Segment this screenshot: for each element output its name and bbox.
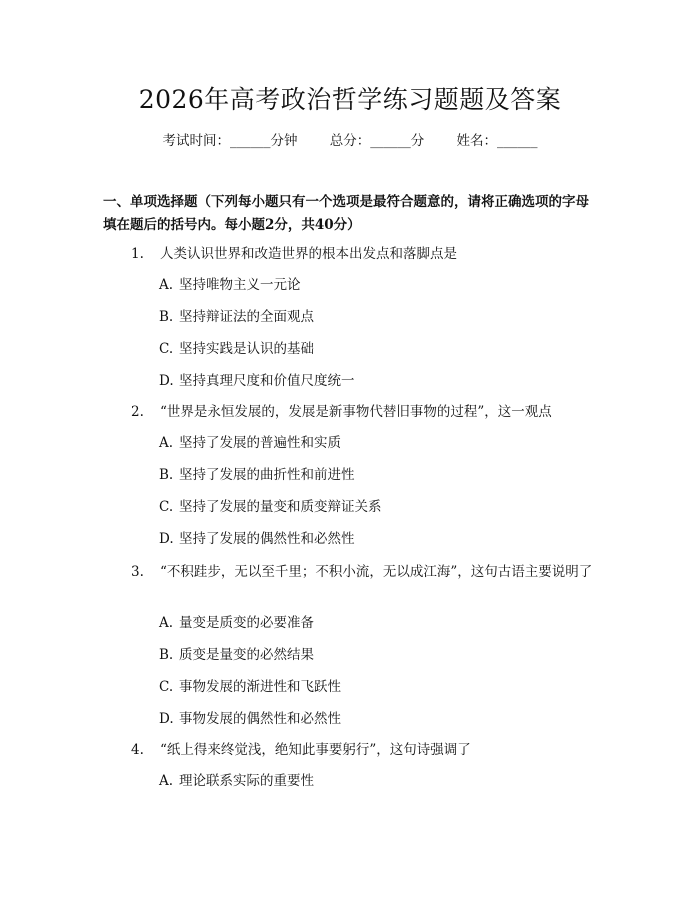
question-4-option-a — [159, 771, 314, 791]
question-2-option-b — [159, 465, 355, 485]
option-letter: B. — [159, 647, 174, 663]
option-letter: B. — [159, 309, 174, 325]
question-1-option-c — [159, 339, 314, 359]
question-number: 4. — [131, 742, 144, 758]
question-1-option-a — [159, 275, 301, 295]
question-3-option-a — [159, 613, 314, 633]
question-number: 3. — [131, 564, 144, 580]
option-text: 坚持辩证法的全面观点 — [179, 309, 314, 325]
question-2-option-c — [159, 497, 382, 517]
option-text: 坚持了发展的普遍性和实质 — [179, 435, 341, 451]
question-text: “不积跬步，无以至千里；不积小流，无以成江海”，这句古语主要说明了 — [160, 564, 593, 580]
section-heading: 一、单项选择题（下列每小题只有一个选项是最符合题意的，请将正确选项的字母填在题后的括号内。每小题2分，共40分） — [103, 194, 589, 233]
option-text: 事物发展的偶然性和必然性 — [179, 711, 341, 727]
option-letter: C. — [159, 679, 174, 695]
option-letter: C. — [159, 341, 174, 357]
option-text: 事物发展的渐进性和飞跃性 — [179, 679, 341, 695]
question-3 — [103, 560, 598, 584]
option-text: 坚持唯物主义一元论 — [179, 277, 301, 293]
page-title: 2026年高考政治哲学练习题题及答案 — [138, 85, 562, 114]
question-number: 2. — [131, 404, 144, 420]
question-2-option-a — [159, 433, 341, 453]
option-text: 量变是质变的必要准备 — [179, 615, 314, 631]
question-number: 1. — [131, 246, 144, 262]
option-letter: B. — [159, 467, 174, 483]
question-text: “世界是永恒发展的，发展是新事物代替旧事物的过程”，这一观点 — [160, 404, 552, 420]
option-letter: A. — [159, 435, 174, 451]
question-1-option-d — [159, 371, 355, 391]
option-letter: D. — [159, 373, 174, 389]
question-2 — [103, 400, 598, 424]
option-letter: A. — [159, 277, 174, 293]
option-letter: A. — [159, 773, 174, 789]
option-text: 质变是量变的必然结果 — [179, 647, 314, 663]
question-2-option-d — [159, 529, 355, 549]
exam-meta-line — [0, 131, 700, 151]
option-text: 坚持了发展的偶然性和必然性 — [179, 531, 355, 547]
total-score-field: 总分：______分 — [329, 133, 425, 149]
option-text: 坚持真理尺度和价值尺度统一 — [179, 373, 355, 389]
option-text: 理论联系实际的重要性 — [179, 773, 314, 789]
name-field: 姓名：______ — [456, 133, 538, 149]
question-text: 人类认识世界和改造世界的根本出发点和落脚点是 — [160, 246, 457, 262]
question-text: “纸上得来终觉浅，绝知此事要躬行”，这句诗强调了 — [160, 742, 471, 758]
option-letter: D. — [159, 531, 174, 547]
question-3-option-c — [159, 677, 341, 697]
option-text: 坚持实践是认识的基础 — [179, 341, 314, 357]
option-text: 坚持了发展的曲折性和前进性 — [179, 467, 355, 483]
question-1-option-b — [159, 307, 314, 327]
exam-time-field: 考试时间：______分钟 — [162, 133, 298, 149]
option-letter: C. — [159, 499, 174, 515]
question-1 — [103, 242, 598, 266]
option-letter: D. — [159, 711, 174, 727]
question-3-option-d — [159, 709, 341, 729]
option-text: 坚持了发展的量变和质变辩证关系 — [179, 499, 382, 515]
question-4 — [103, 738, 598, 762]
question-3-option-b — [159, 645, 314, 665]
option-letter: A. — [159, 615, 174, 631]
